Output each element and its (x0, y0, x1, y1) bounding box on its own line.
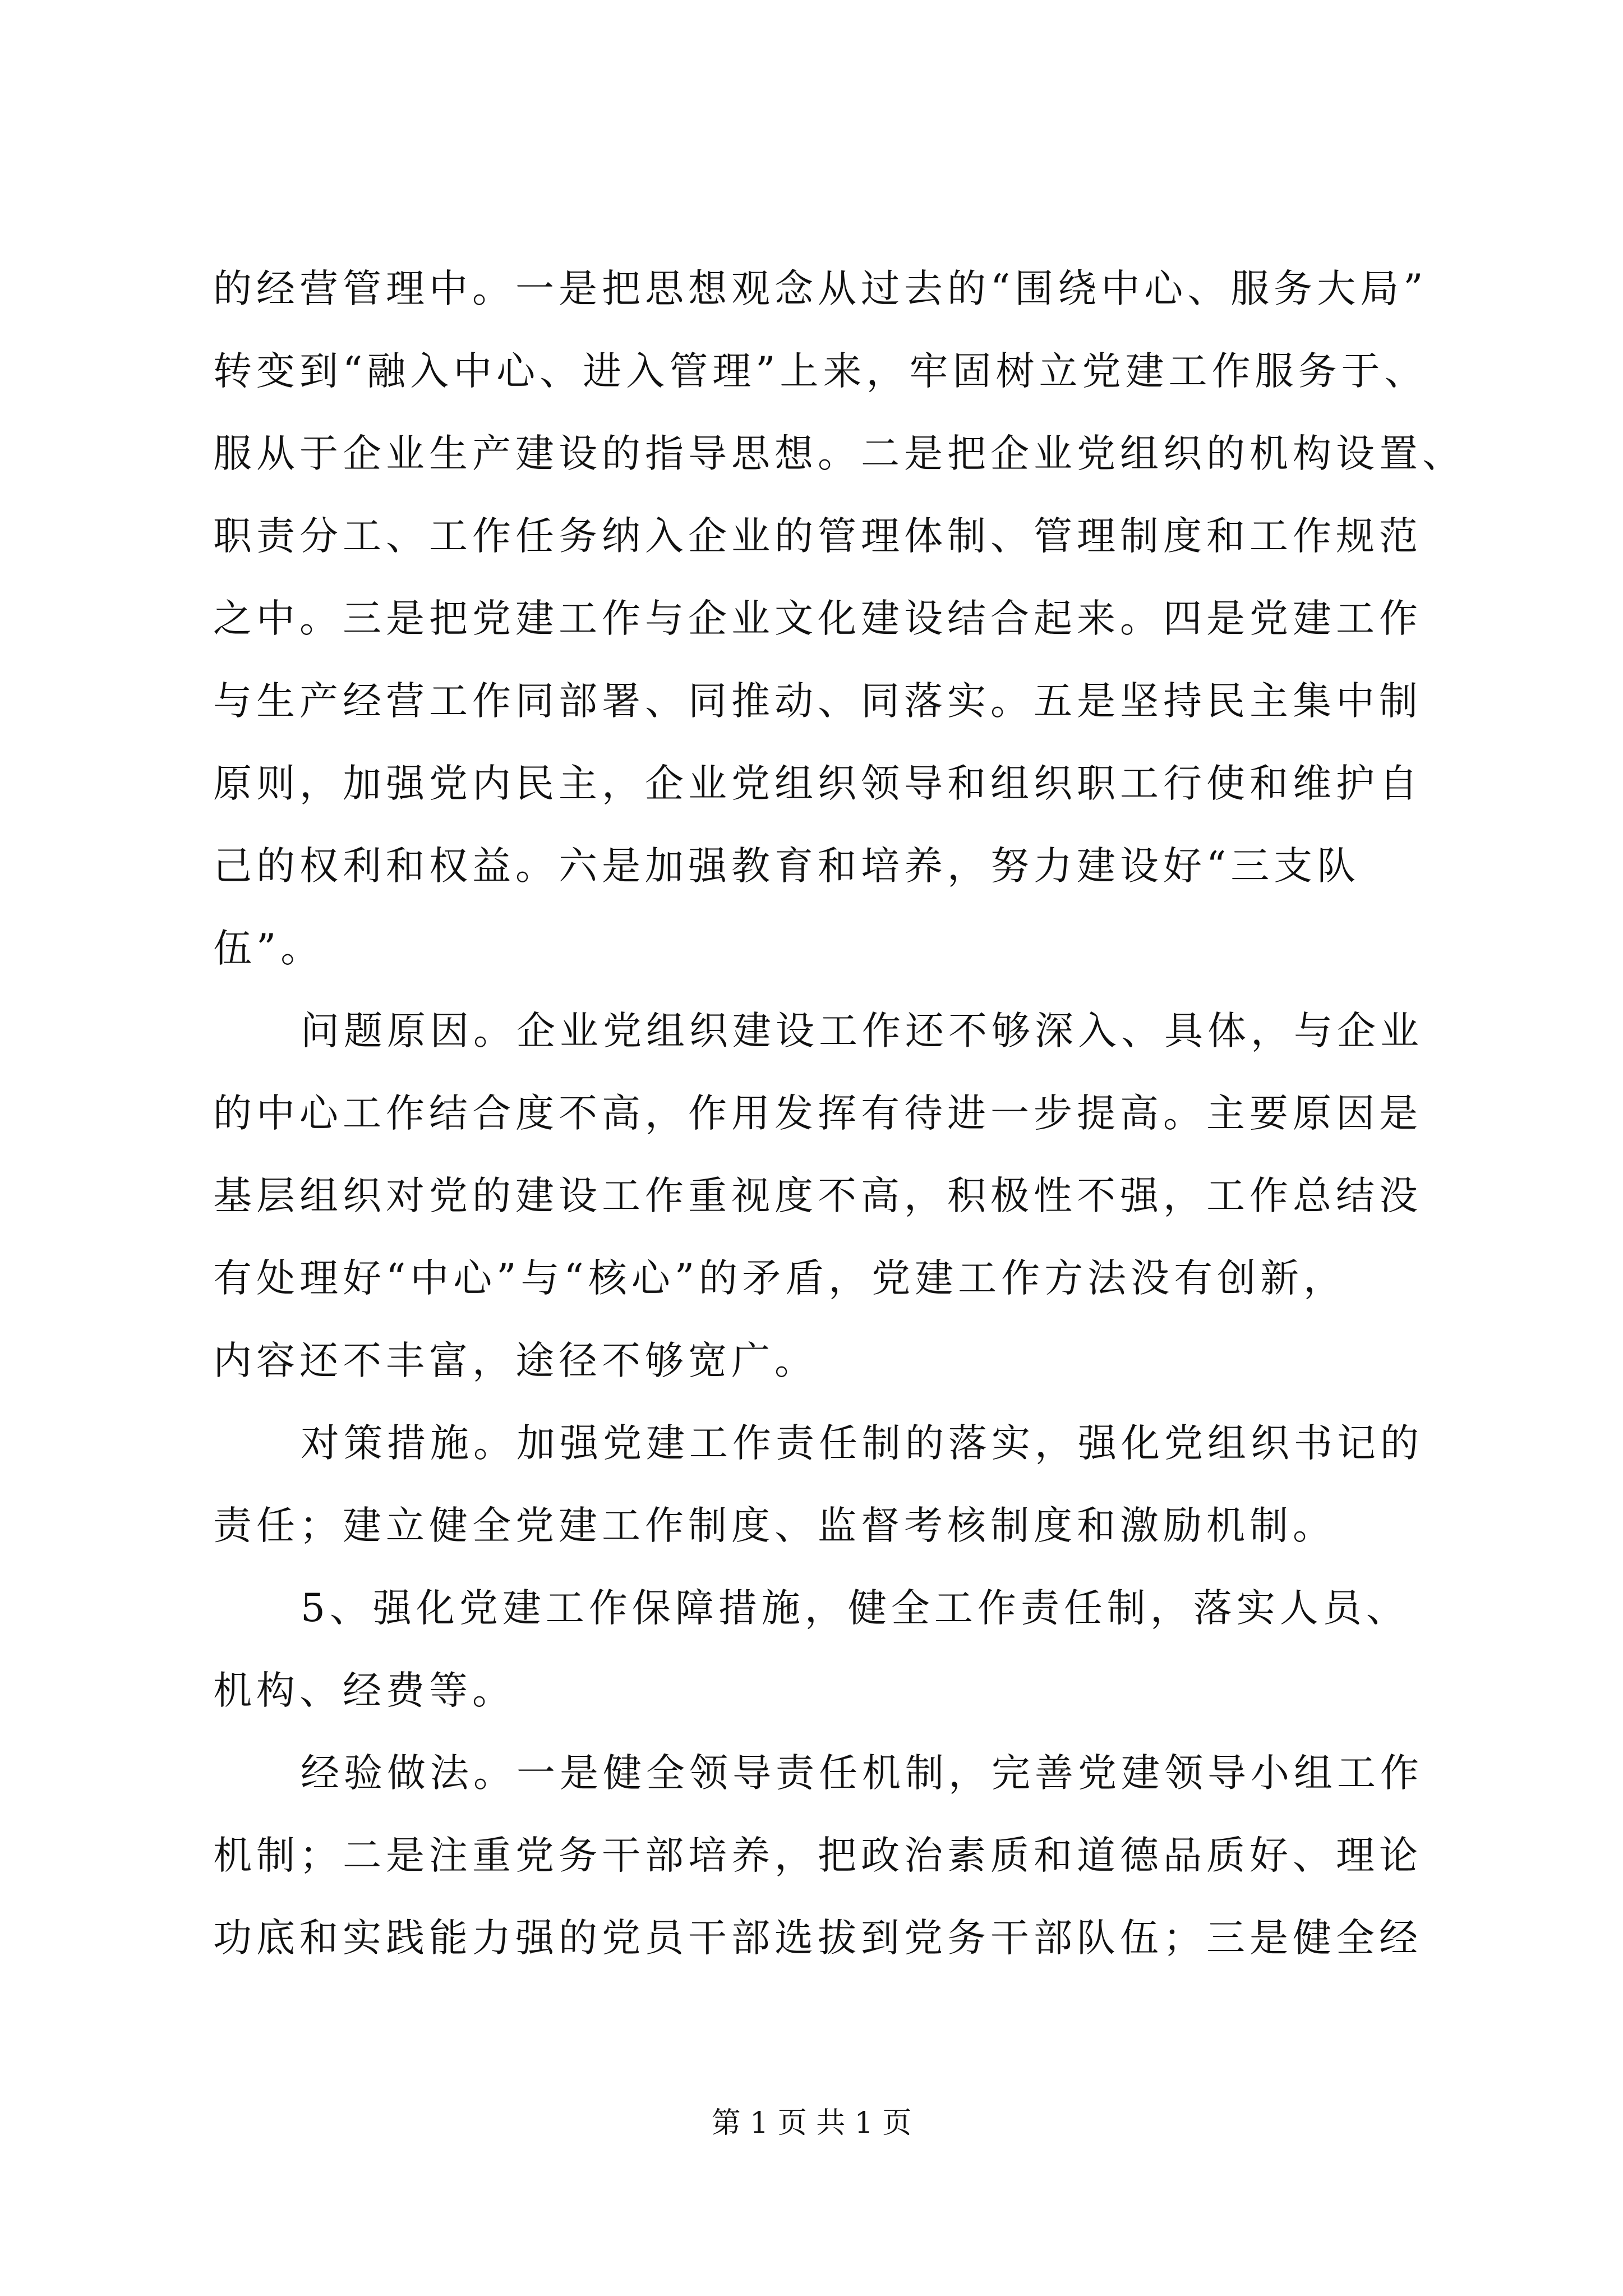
body-line: 的经营管理中。一是把思想观念从过去的“围绕中心、服务大局” (213, 266, 1428, 311)
paragraph-first-line: 问题原因。企业党组织建设工作还不够深入、具体，与企业 (301, 1009, 1423, 1053)
body-line: 与生产经营工作同部署、同推动、同落实。五是坚持民主集中制 (213, 679, 1422, 724)
body-line: 责任；建立健全党建工作制度、监督考核制度和激励机制。 (213, 1503, 1336, 1548)
body-line: 内容还不丰富，途径不够宽广。 (213, 1338, 818, 1383)
body-line: 服从于企业生产建设的指导思想。二是把企业党组织的机构设置、 (213, 431, 1465, 476)
paragraph-first-line: 对策措施。加强党建工作责任制的落实，强化党组织书记的 (301, 1421, 1423, 1466)
body-line: 功底和实践能力强的党员干部选拔到党务干部队伍；三是健全经 (213, 1916, 1422, 1961)
body-line: 伍”。 (213, 926, 324, 971)
paragraph-first-line: 5、强化党建工作保障措施，健全工作责任制，落实人员、 (301, 1586, 1409, 1631)
body-line: 机制；二是注重党务干部培养，把政治素质和道德品质好、理论 (213, 1833, 1422, 1878)
paragraph-first-line: 经验做法。一是健全领导责任机制，完善党建领导小组工作 (301, 1751, 1423, 1796)
page-number-footer: 第 1 页 共 1 页 (711, 2106, 912, 2140)
body-line: 原则，加强党内民主，企业党组织领导和组织职工行使和维护自 (213, 761, 1422, 806)
body-line: 之中。三是把党建工作与企业文化建设结合起来。四是党建工作 (213, 596, 1422, 641)
body-line: 的中心工作结合度不高，作用发挥有待进一步提高。主要原因是 (213, 1091, 1422, 1136)
body-line: 机构、经费等。 (213, 1668, 515, 1713)
body-line: 职责分工、工作任务纳入企业的管理体制、管理制度和工作规范 (213, 514, 1422, 559)
body-line: 己的权利和权益。六是加强教育和培养，努力建设好“三支队 (213, 844, 1361, 889)
body-line: 有处理好“中心”与“核心”的矛盾，党建工作方法没有创新， (213, 1256, 1347, 1301)
body-line: 基层组织对党的建设工作重视度不高，积极性不强，工作总结没 (213, 1174, 1422, 1218)
body-line: 转变到“融入中心、进入管理”上来，牢固树立党建工作服务于、 (213, 349, 1428, 394)
